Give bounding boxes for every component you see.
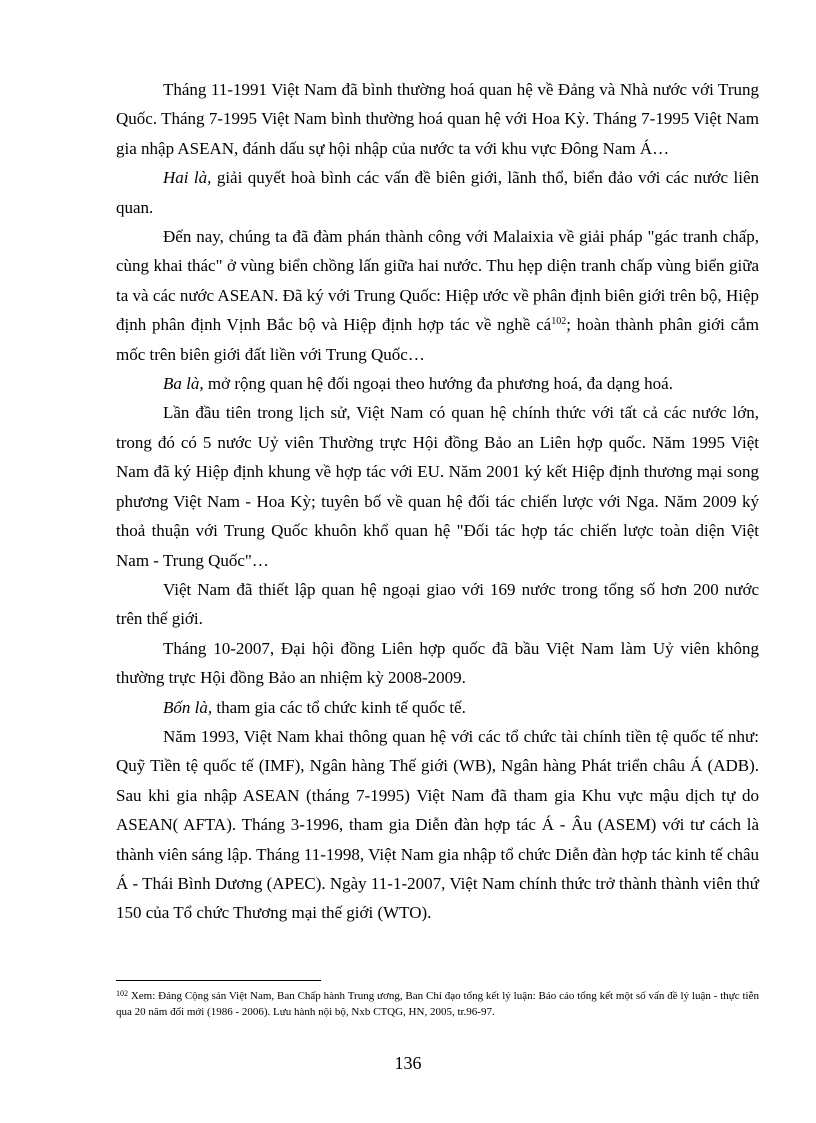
document-body bbox=[116, 75, 759, 928]
paragraph-1: Tháng 11-1991 Việt Nam đã bình thường hoá quan hệ về Đảng và Nhà nước với Trung Quốc. Tháng 7-1995 Việt Nam bình thường hoá quan hệ với Hoa Kỳ. Tháng 7-1995 Việt Nam gia nhập ASEAN, đánh dấu sự hội nhập của nước ta với khu vực Đông Nam Á… bbox=[116, 80, 759, 158]
paragraph-8: Bốn là, tham gia các tổ chức kinh tế quốc tế. bbox=[163, 697, 466, 717]
paragraph-5: Lần đầu tiên trong lịch sử, Việt Nam có quan hệ chính thức với tất cả các nước lớn, trong đó có 5 nước Uỷ viên Thường trực Hội đồng Bảo an Liên hợp quốc. Năm 1995 Việt Nam đã ký Hiệp định khung về hợp tác với EU. Năm 2001 ký kết Hiệp định thương mại song phương Việt Nam - Hoa Kỳ; tuyên bố về quan hệ đối tác chiến lược với Nga. Năm 2009 ký thoả thuận với Trung Quốc khuôn khổ quan hệ "Đối tác hợp tác chiến lược toàn diện Việt Nam - Trung Quốc"… bbox=[116, 403, 759, 570]
footnote-separator bbox=[116, 980, 321, 981]
paragraph-3: Đến nay, chúng ta đã đàm phán thành công với Malaixia về giải pháp "gác tranh chấp, cùng khai thác" ở vùng biển chồng lấn giữa hai nước. Thu hẹp diện tranh chấp vùng biển giữa ta và các nước ASEAN. Đã ký với Trung Quốc: Hiệp ước về phân định biên giới trên bộ, Hiệp định phân định Vịnh Bắc bộ và Hiệp định hợp tác về nghề $cá^{102}$; hoàn thành phân giới cắm mốc trên biên giới đất liền với Trung Quốc… bbox=[116, 227, 759, 364]
paragraph-2: Hai là, giải quyết hoà bình các vấn đề biên giới, lãnh thổ, biển đảo với các nước liên quan. bbox=[116, 168, 759, 217]
footnote-number: 102 bbox=[116, 989, 128, 998]
page-number: 136 bbox=[394, 1053, 422, 1073]
paragraph-6: Việt Nam đã thiết lập quan hệ ngoại giao với 169 nước trong tổng số hơn 200 nước trên thế giới. bbox=[116, 579, 759, 629]
paragraph-9: Năm 1993, Việt Nam khai thông quan hệ với các tổ chức tài chính tiền tệ quốc tế như: Quỹ Tiền tệ quốc tế (IMF), Ngân hàng Thế giới (WB), Ngân hàng Phát triển châu Á (ADB). Sau khi gia nhập ASEAN (tháng 7-1995) Việt Nam đã tham gia Khu vực mậu dịch tự do ASEAN( AFTA). Tháng 3-1996, tham gia Diễn đàn hợp tác Á - Âu (ASEM) với tư cách là thành viên sáng lập. Tháng 11-1998, Việt Nam gia nhập tổ chức Diễn đàn hợp tác kinh tế châu Á - Thái Bình Dương (APEC). Ngày 11-1-2007, Việt Nam chính thức trở thành thành viên thứ 150 của Tổ chức Thương mại thế giới (WTO). bbox=[116, 726, 759, 923]
footnote: $^{102}$ Xem: Đảng Cộng sản Việt Nam, Ban Chấp hành Trung ương, Ban Chỉ đạo tổng kết lý luận: Báo cáo tổng kết một số vấn đề lý luận - thực tiễn qua 20 năm đổi mới (1986 - 2006). Lưu hành nội bộ, Nxb CTQG, HN, 2005, tr.96-97. bbox=[116, 989, 759, 1018]
paragraph-4: Ba là, mở rộng quan hệ đối ngoại theo hướng đa phương hoá, đa dạng hoá. bbox=[163, 374, 673, 394]
footnote-ref[interactable]: 102 bbox=[551, 316, 567, 328]
paragraph-7: Tháng 10-2007, Đại hội đồng Liên hợp quốc đã bầu Việt Nam làm Uỷ viên không thường trực Hội đồng Bảo an nhiệm kỳ 2008-2009. bbox=[116, 638, 759, 688]
